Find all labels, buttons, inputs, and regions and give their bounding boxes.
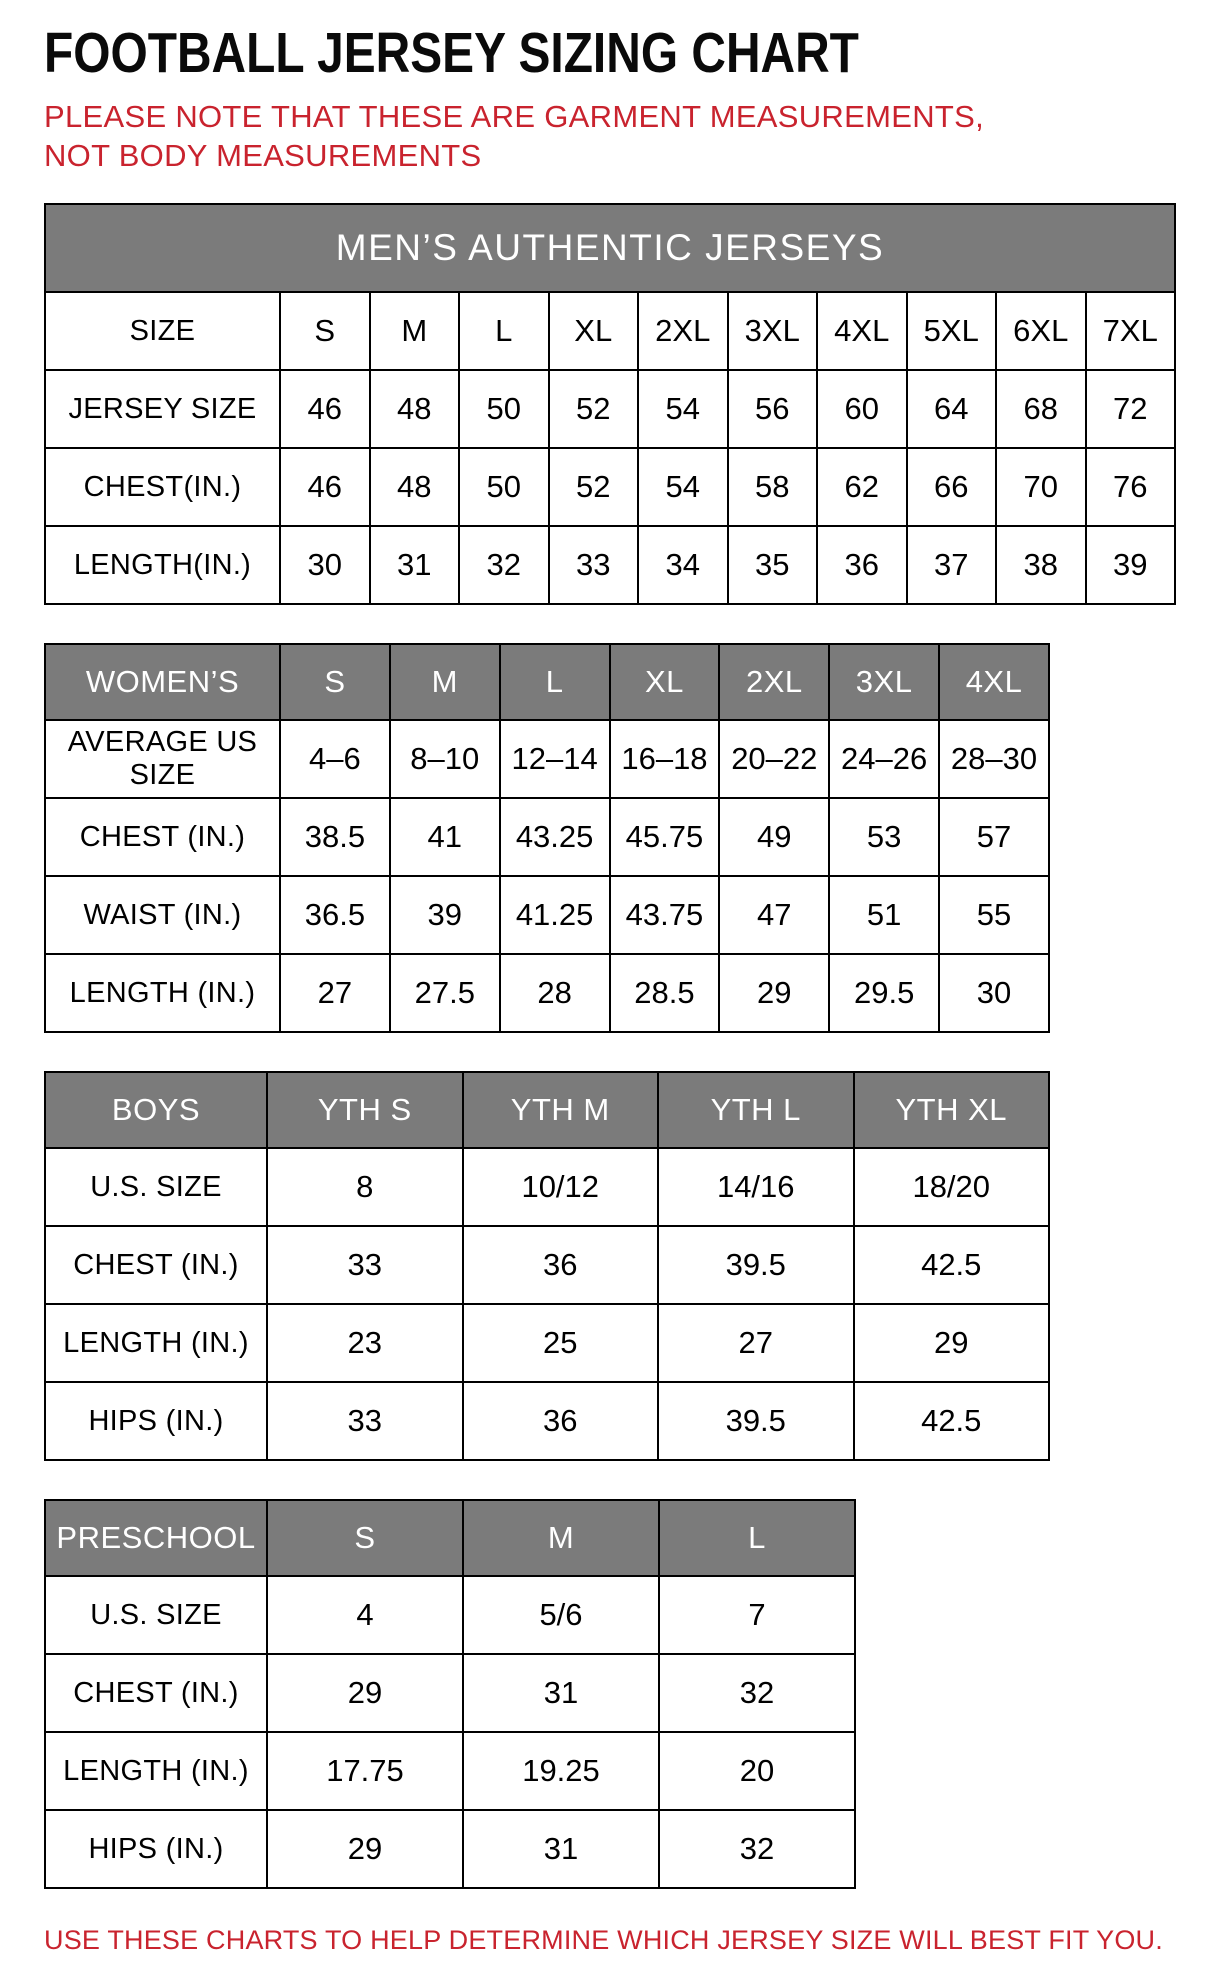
size-value: 47: [719, 876, 829, 954]
size-value: 31: [370, 526, 460, 604]
size-value: 76: [1086, 448, 1176, 526]
size-value: 23: [267, 1304, 463, 1382]
page-title: FOOTBALL JERSEY SIZING CHART: [44, 21, 859, 85]
size-value: 32: [459, 526, 549, 604]
row-label: LENGTH (IN.): [45, 1732, 267, 1810]
table-row: [45, 1148, 1049, 1226]
column-header: L: [659, 1500, 855, 1576]
size-value: 29: [267, 1810, 463, 1888]
table-row: [45, 1304, 1049, 1382]
size-value: 35: [728, 526, 818, 604]
size-value: 33: [267, 1382, 463, 1460]
size-value: 34: [638, 526, 728, 604]
size-value: 52: [549, 448, 639, 526]
size-value: 19.25: [463, 1732, 659, 1810]
table-row: [45, 720, 1049, 798]
column-header: S: [280, 644, 390, 720]
column-header: XL: [610, 644, 720, 720]
table-row: [45, 1382, 1049, 1460]
size-value: 31: [463, 1654, 659, 1732]
sizing-table-womens: [44, 643, 1050, 1033]
size-value: 57: [939, 798, 1049, 876]
size-value: 29: [854, 1304, 1050, 1382]
size-value: 24–26: [829, 720, 939, 798]
table-row: [45, 370, 1175, 448]
size-value: 32: [659, 1654, 855, 1732]
size-value: 48: [370, 448, 460, 526]
measurement-note: PLEASE NOTE THAT THESE ARE GARMENT MEASUREMENTS, NOT BODY MEASUREMENTS: [44, 98, 985, 173]
size-value: 2XL: [638, 292, 728, 370]
size-value: 27.5: [390, 954, 500, 1032]
size-value: 52: [549, 370, 639, 448]
size-value: 50: [459, 448, 549, 526]
column-header: M: [390, 644, 500, 720]
row-label: WAIST (IN.): [45, 876, 280, 954]
tables-container: [44, 203, 1176, 1905]
size-value: 39.5: [658, 1382, 854, 1460]
size-value: 4: [267, 1576, 463, 1654]
table-row: [45, 1732, 855, 1810]
row-label: HIPS (IN.): [45, 1810, 267, 1888]
size-value: 18/20: [854, 1148, 1050, 1226]
column-header: 3XL: [829, 644, 939, 720]
column-header: 4XL: [939, 644, 1049, 720]
size-value: 33: [549, 526, 639, 604]
size-value: 29.5: [829, 954, 939, 1032]
size-value: 50: [459, 370, 549, 448]
row-label: JERSEY SIZE: [45, 370, 280, 448]
row-label: CHEST (IN.): [45, 1654, 267, 1732]
size-value: 38: [996, 526, 1086, 604]
size-value: 14/16: [658, 1148, 854, 1226]
size-value: L: [459, 292, 549, 370]
size-value: 68: [996, 370, 1086, 448]
size-value: 54: [638, 448, 728, 526]
size-value: 5/6: [463, 1576, 659, 1654]
size-value: 54: [638, 370, 728, 448]
size-value: 46: [280, 448, 370, 526]
row-label: CHEST (IN.): [45, 1226, 267, 1304]
row-label: U.S. SIZE: [45, 1148, 267, 1226]
table-row: [45, 1654, 855, 1732]
size-value: 29: [719, 954, 829, 1032]
size-value: 5XL: [907, 292, 997, 370]
size-value: 41.25: [500, 876, 610, 954]
size-value: 29: [267, 1654, 463, 1732]
size-value: 43.25: [500, 798, 610, 876]
size-value: 38.5: [280, 798, 390, 876]
column-header: M: [463, 1500, 659, 1576]
size-value: XL: [549, 292, 639, 370]
size-value: 6XL: [996, 292, 1086, 370]
row-label: U.S. SIZE: [45, 1576, 267, 1654]
size-value: 62: [817, 448, 907, 526]
row-label: CHEST (IN.): [45, 798, 280, 876]
size-value: 25: [463, 1304, 659, 1382]
table-row: [45, 798, 1049, 876]
sizing-table-preschool: [44, 1499, 856, 1889]
size-value: 30: [939, 954, 1049, 1032]
table-title-cell: WOMEN’S: [45, 644, 280, 720]
size-value: 39: [390, 876, 500, 954]
size-value: 55: [939, 876, 1049, 954]
row-label: LENGTH (IN.): [45, 954, 280, 1032]
column-header: YTH L: [658, 1072, 854, 1148]
size-value: 4XL: [817, 292, 907, 370]
size-value: 39: [1086, 526, 1176, 604]
table-row: [45, 1226, 1049, 1304]
size-value: 7XL: [1086, 292, 1176, 370]
table-row: [45, 1810, 855, 1888]
size-value: 53: [829, 798, 939, 876]
column-header: YTH S: [267, 1072, 463, 1148]
size-value: 17.75: [267, 1732, 463, 1810]
table-row: [45, 876, 1049, 954]
size-value: 28.5: [610, 954, 720, 1032]
size-value: 10/12: [463, 1148, 659, 1226]
size-value: 27: [658, 1304, 854, 1382]
table-row: [45, 954, 1049, 1032]
size-value: 60: [817, 370, 907, 448]
size-value: 33: [267, 1226, 463, 1304]
column-header: L: [500, 644, 610, 720]
row-label: CHEST(IN.): [45, 448, 280, 526]
table-row: [45, 526, 1175, 604]
size-value: M: [370, 292, 460, 370]
row-label: LENGTH(IN.): [45, 526, 280, 604]
size-value: 7: [659, 1576, 855, 1654]
size-value: 20: [659, 1732, 855, 1810]
size-value: 20–22: [719, 720, 829, 798]
size-value: 28: [500, 954, 610, 1032]
size-value: 36.5: [280, 876, 390, 954]
size-value: 3XL: [728, 292, 818, 370]
column-header: S: [267, 1500, 463, 1576]
size-value: 42.5: [854, 1226, 1050, 1304]
size-value: 36: [463, 1382, 659, 1460]
column-header: YTH XL: [854, 1072, 1050, 1148]
size-value: 64: [907, 370, 997, 448]
size-value: 58: [728, 448, 818, 526]
size-value: 39.5: [658, 1226, 854, 1304]
size-value: 45.75: [610, 798, 720, 876]
size-value: 12–14: [500, 720, 610, 798]
table-title-cell: PRESCHOOL: [45, 1500, 267, 1576]
row-label: AVERAGE US SIZE: [45, 720, 280, 798]
size-value: 8: [267, 1148, 463, 1226]
size-value: 46: [280, 370, 370, 448]
column-header: YTH M: [463, 1072, 659, 1148]
size-value: 28–30: [939, 720, 1049, 798]
sizing-table-boys: [44, 1071, 1050, 1461]
size-value: 32: [659, 1810, 855, 1888]
row-label: LENGTH (IN.): [45, 1304, 267, 1382]
size-value: 27: [280, 954, 390, 1032]
size-value: 37: [907, 526, 997, 604]
size-value: 36: [817, 526, 907, 604]
size-value: 36: [463, 1226, 659, 1304]
table-row: [45, 1576, 855, 1654]
size-value: 56: [728, 370, 818, 448]
sizing-table-mens: [44, 203, 1176, 605]
table-row: [45, 292, 1175, 370]
size-value: 41: [390, 798, 500, 876]
table-title-cell: BOYS: [45, 1072, 267, 1148]
size-value: 42.5: [854, 1382, 1050, 1460]
size-value: 16–18: [610, 720, 720, 798]
size-value: 30: [280, 526, 370, 604]
row-label: SIZE: [45, 292, 280, 370]
size-value: S: [280, 292, 370, 370]
table-banner: MEN’S AUTHENTIC JERSEYS: [45, 204, 1175, 292]
size-value: 4–6: [280, 720, 390, 798]
size-value: 72: [1086, 370, 1176, 448]
size-value: 70: [996, 448, 1086, 526]
size-value: 8–10: [390, 720, 500, 798]
size-value: 48: [370, 370, 460, 448]
size-value: 43.75: [610, 876, 720, 954]
size-value: 51: [829, 876, 939, 954]
column-header: 2XL: [719, 644, 829, 720]
size-value: 49: [719, 798, 829, 876]
table-row: [45, 448, 1175, 526]
size-value: 31: [463, 1810, 659, 1888]
row-label: HIPS (IN.): [45, 1382, 267, 1460]
size-value: 66: [907, 448, 997, 526]
footer-note: USE THESE CHARTS TO HELP DETERMINE WHICH JERSEY SIZE WILL BEST FIT YOU.: [44, 1925, 1163, 1955]
